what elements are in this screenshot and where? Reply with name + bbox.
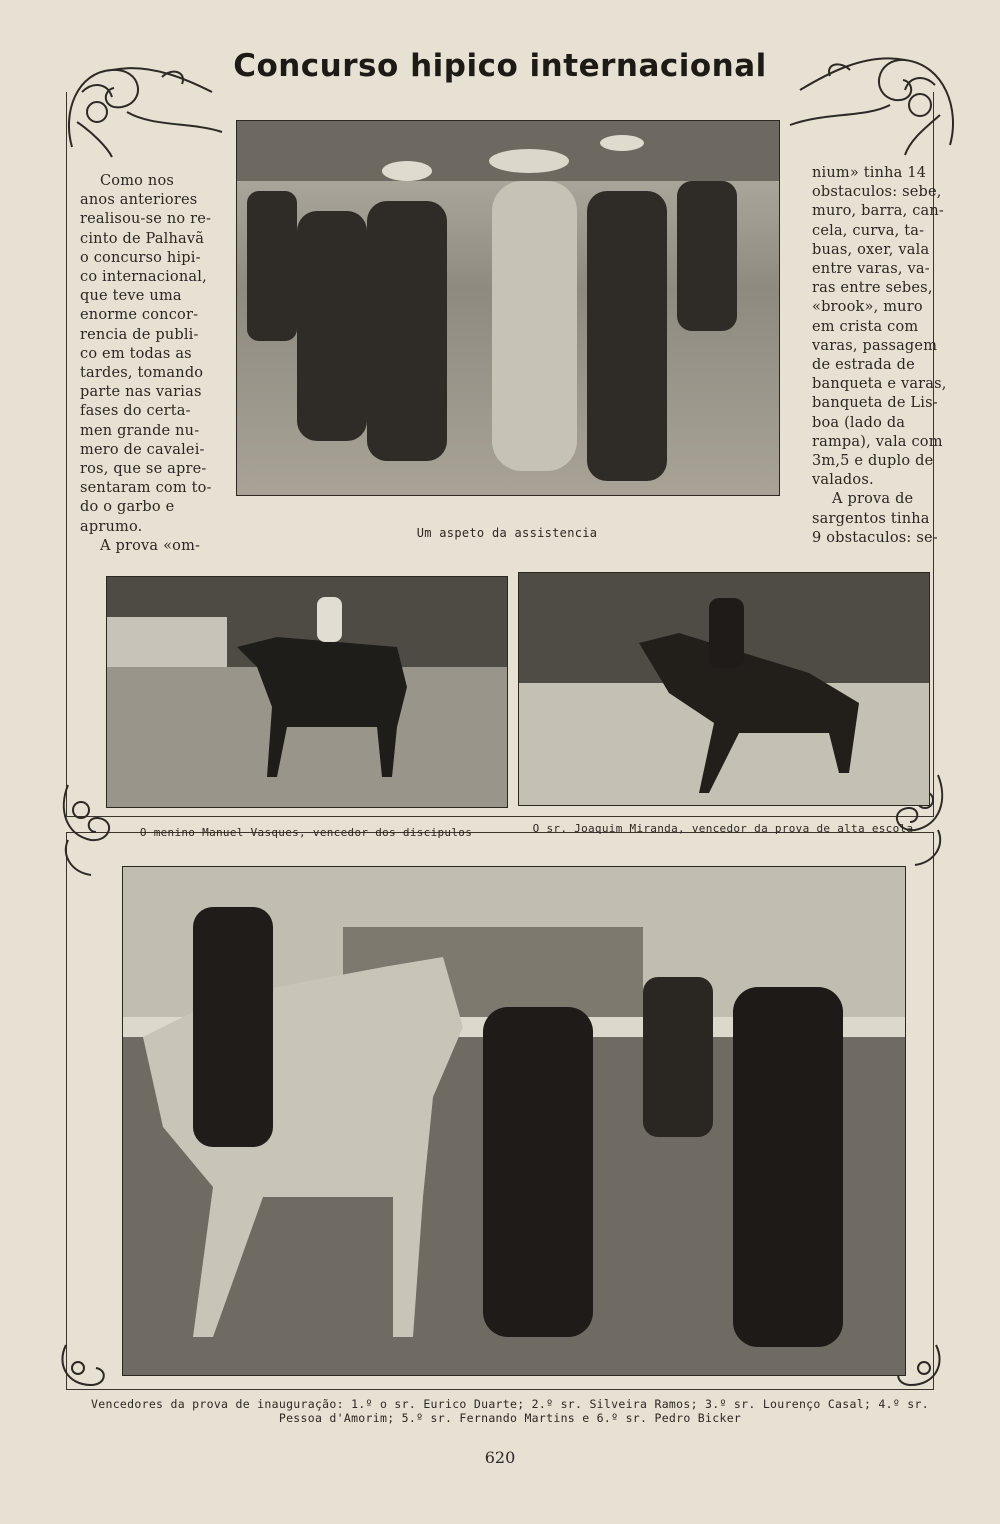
text-line: do o garbo e [80,499,175,516]
page-title: Concurso hipico internacional [233,48,767,84]
text-line: ros, que se apre- [80,461,207,478]
text-line: sargentos tinha [812,510,930,527]
text-line: nium» tinha 14 [812,165,927,181]
text-line: que teve uma [80,288,182,305]
caption-top-photo: Um aspeto da assistencia [416,526,598,540]
text-line: «brook», muro [812,299,923,316]
text-line: fases do certa- [80,403,191,420]
left-text-column [80,172,212,556]
text-line: A prova de [832,491,914,508]
text-line: men grande nu- [80,422,200,439]
text-line: 9 obstaculos: se- [812,529,938,546]
text-line: em crista com [812,318,919,335]
text-line: rampa), vala com [812,433,943,450]
text-line: aprumo. [80,518,143,535]
text-line: muro, barra, can- [812,203,945,220]
text-line: banqueta de Lis- [812,395,938,412]
text-line: realisou-se no re- [80,211,212,228]
page-number: 620 [484,1448,516,1467]
text-line: rencia de publi- [80,326,199,343]
ornament-top-right-icon [780,40,970,160]
text-line: co em todas as [80,345,192,362]
text-line: valados. [812,472,874,489]
text-line: 3m,5 e duplo de [812,453,934,470]
caption-middle-left: O menino Manuel Vasques, vencedor dos discipulos [139,826,473,839]
photo-joaquim-miranda [518,572,930,806]
text-line: obstaculos: sebe, [812,184,942,201]
text-line: boa (lado da [812,414,906,431]
text-line: o concurso hipi- [80,249,201,266]
photo-audience [236,120,780,496]
text-line: entre varas, va- [812,261,930,278]
photo-winners [122,866,906,1376]
text-line: tardes, tomando [80,365,204,382]
text-line: co internacional, [80,269,207,286]
text-line: anos anteriores [80,192,198,209]
text-line: enorme concor- [80,307,199,324]
caption-bottom-line1: Vencedores da prova de inauguração: 1.º o sr. Eurico Duarte; 2.º sr. Silveira Ramos; 3.º sr. Lourenço Casal; 4.º sr. [91,1397,929,1411]
caption-bottom-line2: Pessoa d'Amorim; 5.º sr. Fernando Martins e 6.º sr. Pedro Bicker [278,1411,742,1425]
text-line: varas, passagem [812,337,938,354]
photo-manuel-vasques [106,576,508,808]
text-line: A prova «om- [100,537,201,554]
text-line: parte nas varias [80,384,202,401]
text-line: mero de cavalei- [80,441,205,458]
text-line: ras entre sebes, [812,280,933,297]
ornament-bottom-left-icon [56,1340,116,1400]
caption-middle-right: O sr. Joaquim Miranda, vencedor da prova de alta escola [532,822,914,835]
text-line: cela, curva, ta- [812,222,925,239]
text-line: de estrada de [812,357,915,374]
text-line: banqueta e varas, [812,376,947,393]
right-text-column [812,164,948,548]
text-line: Como nos [100,173,175,189]
text-line: cinto de Palhavã [80,230,205,247]
text-line: buas, oxer, vala [812,241,930,258]
text-line: sentaram com to- [80,480,212,497]
